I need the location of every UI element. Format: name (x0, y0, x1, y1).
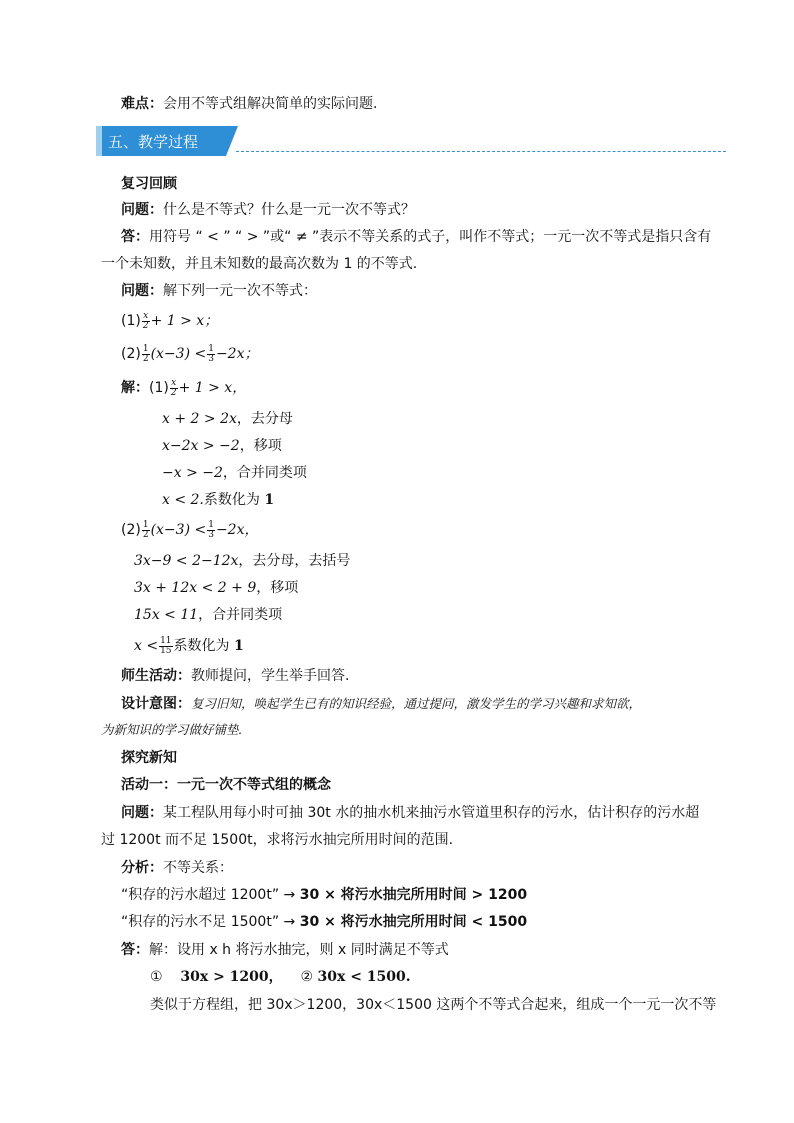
problem-2: (2) $\frac{1}{2}$ (x−3) < $\frac{1}{3}$ −2x； (121, 343, 259, 364)
review-answer-1-line2: 一个未知数，并且未知数的最高次数为 1 的不等式. (101, 256, 418, 272)
solution-1-step-2: x−2x > −2，移项 (162, 438, 282, 454)
relation-1: “积存的污水超过 1200t” → 30 × 将污水抽完所用时间 > 1200 (121, 887, 528, 903)
difficulty-line (121, 94, 377, 114)
solution-1-start: 解：(1) $\frac{x}{2}$ + 1 > x， (121, 377, 247, 398)
design-intent-line2: 为新知识的学习做好铺垫. (101, 722, 243, 737)
solution-2-start: (2) $\frac{1}{2}$ (x−3) < $\frac{1}{3}$ −2x， (121, 519, 259, 540)
solution-2-step-1: 3x−9 < 2−12x，去分母，去括号 (134, 553, 351, 569)
fraction: $\frac{1}{3}$ (208, 343, 214, 364)
analysis-line: 分析：不等关系： (121, 860, 233, 876)
review-question-2: 问题：解下列一元一次不等式： (121, 283, 317, 299)
fraction: $\frac{x}{2}$ (142, 310, 149, 331)
fraction: $\frac{1}{2}$ (142, 343, 149, 364)
solution-2-step-4: x < $\frac{11}{15}$ 系数化为 1 (134, 635, 244, 656)
teacher-student-activity: 师生活动：教师提问，学生举手回答. (121, 668, 350, 684)
section-title: 五、教学过程 (108, 133, 199, 151)
answer-line: 答：解：设用 x h 将污水抽完，则 x 同时满足不等式 (121, 942, 449, 958)
fraction: $\frac{11}{15}$ (160, 635, 172, 656)
explore-question-line2: 过 1200t 而不足 1500t，求将污水抽完所用时间的范围. (101, 832, 454, 848)
fraction: $\frac{1}{2}$ (142, 519, 149, 540)
review-question-1: 问题：什么是不等式？什么是一元一次不等式？ (121, 202, 415, 218)
solution-1-step-4: x < 2.系数化为 1 (162, 492, 275, 508)
arrow-right-icon: → (283, 887, 296, 903)
relation-2: “积存的污水不足 1500t” → 30 × 将污水抽完所用时间 < 1500 (121, 914, 528, 930)
problem-1: (1) $\frac{x}{2}$ + 1 > x； (121, 310, 219, 331)
explore-question-line1: 问题：某工程队用每小时可抽 30t 水的抽水机来抽污水管道里积存的污水，估计积存的污水超 (121, 805, 700, 821)
solution-1-step-3: −x > −2，合并同类项 (162, 465, 307, 481)
section-header (102, 126, 236, 156)
activity-1-title: 活动一：一元一次不等式组的概念 (121, 777, 331, 793)
solution-1-step-1: x + 2 > 2x，去分母 (162, 411, 293, 427)
review-answer-1-line1: 答：用符号 “ < ” “ > ”或“ ≠ ”表示不等关系的式子，叫作不等式；一元一次不等式是指只含有 (121, 229, 712, 245)
difficulty-label: 难点： (121, 96, 163, 112)
arrow-right-icon: → (283, 914, 296, 930)
difficulty-text: 会用不等式组解决简单的实际问题. (163, 96, 378, 112)
fraction: $\frac{1}{3}$ (208, 519, 214, 540)
fraction: $\frac{x}{2}$ (170, 377, 177, 398)
analogy-line: 类似于方程组，把 30x＞1200，30x＜1500 这两个不等式合起来，组成一个一元一次不等 (150, 997, 717, 1013)
solution-2-step-3: 15x < 11，合并同类项 (134, 607, 283, 623)
section-divider (236, 151, 726, 152)
explore-heading: 探究新知 (121, 750, 177, 766)
design-intent-line1: 设计意图：复习旧知，唤起学生已有的知识经验，通过提问，激发学生的学习兴趣和求知欲， (121, 696, 642, 712)
inequalities-line: ① 30x > 1200， ② 30x < 1500. (150, 969, 411, 985)
solution-2-step-2: 3x + 12x < 2 + 9，移项 (134, 580, 299, 596)
review-heading: 复习回顾 (121, 176, 177, 192)
